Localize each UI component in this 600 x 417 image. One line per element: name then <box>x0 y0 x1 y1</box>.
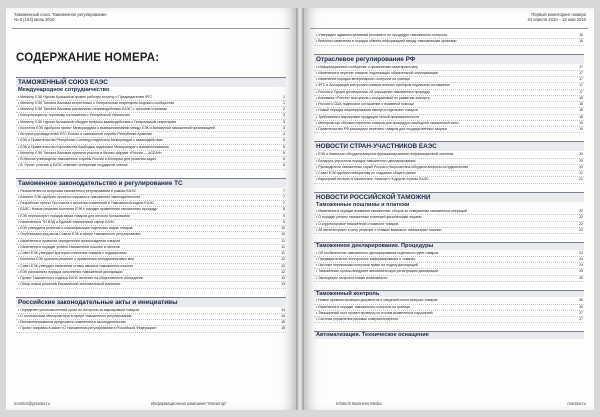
toc-entry-text: • Карьерный интерес в Казахстане: «экспорт» в другие страны ЕАЭС <box>316 177 429 182</box>
toc-title: СОДЕРЖАНИЕ НОМЕРА: <box>16 52 160 64</box>
toc-entry-page-number: 14 <box>281 313 285 318</box>
toc-entry-page-number: 19 <box>579 120 583 125</box>
toc-section <box>314 290 584 329</box>
toc-entry-page-number: 16 <box>579 33 583 37</box>
toc-item-list <box>314 33 584 46</box>
toc-entry-text: • Изменения в правилах определения происхождения товаров <box>18 238 120 243</box>
footer-brand: Infotech Business Media <box>336 401 382 406</box>
toc-entry-text: • О полномочиях Минпромторга в сфере таможенного регулирования <box>18 313 132 318</box>
toc-entry-page-number: 20 <box>579 164 583 169</box>
toc-entry-page-number: 23 <box>579 227 583 232</box>
footer-site: monitor.ru <box>567 401 586 406</box>
toc-entry-page-number: 27 <box>579 317 583 321</box>
toc-entry-text: • О порядке уплаты таможенных платежей физическими лицами <box>316 215 422 220</box>
header-line: № 6 (153) июнь 2010 <box>14 17 55 22</box>
toc-entry-text: • Министр ЕЭК Татьяна Валовая рассказала о взаимодействии ЕАЭС с третьими странами <box>18 107 167 111</box>
toc-entry-page-number: 25 <box>579 269 583 274</box>
toc-entry-text: • Руководители таможенных служб России и Кыргызстана обсудили вопросы сотрудничества <box>316 164 469 169</box>
section-heading: Отраслевое регулирование РФ <box>314 54 584 64</box>
header-line: Первый мониторинг номера <box>531 12 586 17</box>
toc-entry-page-number: 22 <box>579 209 583 213</box>
toc-entry-page-number: 24 <box>579 263 583 267</box>
book-gutter <box>296 8 304 410</box>
toc-entry-page-number: 1 <box>283 94 285 99</box>
toc-entry-text: • Правительство РФ расширило перечень товаров для государственных закупок <box>316 127 448 131</box>
toc-entry-text: • Предварительное электронное информирование о товарах <box>316 256 416 261</box>
toc-entry-page-number: 24 <box>579 256 583 261</box>
toc-entry-page-number: 18 <box>579 102 583 106</box>
toc-entry-text: • Изменение порядка ветеринарного контроля на границе <box>316 77 411 81</box>
left-page-header <box>14 12 107 22</box>
toc-entry-text: • Система управления рисками совершенствуется <box>316 317 398 321</box>
toc-entry-text: • ЕЭК пересмотрит порядок ввоза товаров для личного пользования <box>18 213 130 218</box>
section-spacer <box>16 333 286 338</box>
toc-entry-text: • Утвержден административный регламент по процедуре таможенного контроля <box>316 33 448 37</box>
toc-entry-text: • Консультации по торговому соглашению с Республикой Узбекистан <box>18 113 130 118</box>
toc-entry[interactable] <box>16 326 286 332</box>
toc-entry-text: • ЕАЭС: Новые решения Коллегии ЕЭК о порядке применения таможенных процедур <box>18 207 158 212</box>
toc-entry-page-number: 17 <box>579 64 583 69</box>
toc-entry-text: • Изменения в ТН ВЭД и Единый таможенный тариф ЕАЭС <box>18 219 115 224</box>
toc-entry-page-number: 12 <box>281 263 285 268</box>
toc-entry-text: • 28 июня вступает в силу решение о ставках вывозных таможенных пошлин <box>316 227 442 232</box>
toc-entry-text: • Проект Таможенного кодекса ЕАЭС вынесен на общественное обсуждение <box>18 276 144 280</box>
toc-entry-text: • Изменения в порядке таможенного контроля на границе <box>316 304 410 309</box>
section-heading: НОВОСТИ СТРАН-УЧАСТНИКОВ ЕАЭС <box>314 141 584 151</box>
toc-entry-text: • Россия и США подписали соглашение о взаимной помощи <box>316 102 414 106</box>
toc-item-list <box>314 251 584 282</box>
toc-entry[interactable] <box>314 39 584 45</box>
toc-entry-page-number: 15 <box>281 326 285 331</box>
toc-entry-page-number: 12 <box>281 257 285 262</box>
toc-entry[interactable] <box>16 282 286 288</box>
section-subheading: Таможенные пошлины и платежи <box>316 201 410 208</box>
toc-entry-page-number: 11 <box>281 244 285 249</box>
toc-entry-text: • Министр ЕЭК Татьяна Валовая встретилась с Генеральным секретарем Андского сообщества <box>18 100 174 105</box>
section-heading: Российские законодательные акты и инициативы <box>16 297 286 307</box>
section-subheading: Автоматизация. Техническое оснащение <box>314 331 584 339</box>
toc-entry-page-number: 21 <box>579 177 583 182</box>
toc-entry-page-number: 26 <box>579 298 583 303</box>
toc-entry[interactable] <box>314 228 584 234</box>
toc-entry-page-number: 15 <box>281 320 285 324</box>
toc-entry-page-number: 25 <box>579 275 583 280</box>
toc-entry-text: • ФТС и Ассоциация контрольно-измерительных приборов подписали соглашение <box>316 83 451 88</box>
toc-entry-page-number: 9 <box>283 213 285 218</box>
toc-entry-text: • Новые правила проверки документов и сведений после выпуска товаров <box>316 298 438 303</box>
toc-entry-text: • Частные перевозчики получили право на подачу деклараций <box>316 263 418 267</box>
section-spacer <box>314 133 584 138</box>
toc-entry-text: • Минэкономразвития предложило изменения в законодательство <box>18 320 126 324</box>
toc-entry-page-number: 4 <box>283 132 285 136</box>
toc-entry-page-number: 8 <box>283 207 285 212</box>
toc-entry-page-number: 11 <box>281 238 285 243</box>
toc-entry-text: • ЕЭК и Правительство Республики Сингапур подписали Меморандум о взаимодействии <box>18 138 163 143</box>
toc-entry-text: • Министр ЕЭК Татьяна Валовая приняла участие в бизнес-форуме «Россия — АСЕАН» <box>18 150 163 155</box>
toc-section <box>314 141 584 188</box>
toc-entry-page-number: 10 <box>281 232 285 237</box>
toc-entry-page-number: 7 <box>283 188 285 193</box>
toc-entry-text: • Требования к маркировке продукции легкой промышленности <box>316 114 420 119</box>
toc-entry[interactable] <box>314 127 584 133</box>
toc-entry-text: • Новый порядок лицензирования импорта отдельных товаров <box>316 108 418 113</box>
section-spacer <box>314 184 584 189</box>
toc-item-list <box>314 209 584 234</box>
toc-entry-text: • Опубликован ряд актов Совета ЕЭК в сфере таможенного регулирования <box>18 232 141 237</box>
toc-entry-text: • Коллегия ЕЭК одобрила проект Меморандума о взаимопонимании между ЕЭК и Всемирной таможенной организацией <box>18 125 215 130</box>
toc-entry-text: • Изменения в перечне товаров, подлежащих обязательной сертификации <box>316 70 438 75</box>
toc-entry-text: • Совет ЕЭК утвердил критерии отнесения товаров к подакцизным <box>18 251 127 255</box>
toc-entry-page-number: 5 <box>283 150 285 155</box>
toc-entry-page-number: 2 <box>283 107 285 111</box>
toc-entry-text: • Министр ЕЭК Нурлан Кульжанов обсудил вопросы взаимодействия с Генеральным секретарем <box>18 119 176 124</box>
toc-entry-page-number: 7 <box>283 201 285 205</box>
toc-item-list <box>314 65 584 134</box>
toc-section <box>314 192 584 240</box>
toc-entry-text: • Россия и Турция договорились об упрощении таможенных процедур <box>316 89 430 94</box>
toc-entry-page-number: 6 <box>283 163 285 168</box>
toc-entry-text: • В. Путин: участие в ЕАЭС отвечает интересам государств-членов <box>18 163 128 168</box>
toc-entry-page-number: 18 <box>579 108 583 113</box>
toc-item-list <box>314 152 584 183</box>
toc-entry-page-number: 18 <box>579 95 583 100</box>
toc-entry-page-number: 4 <box>283 125 285 130</box>
toc-section <box>314 242 584 287</box>
toc-entry-page-number: 7 <box>283 194 285 199</box>
right-toc-content <box>314 32 584 345</box>
toc-entry-text: • ЕЭК и Правительство Королевства Камбоджа подписали Меморандум о взаимопонимании <box>18 144 169 149</box>
toc-entry-page-number: 5 <box>283 144 285 149</box>
toc-entry-page-number: 19 <box>579 127 583 131</box>
toc-entry-text: • Минпромторг обновил перечень товаров для процедуры свободной таможенной зоны <box>316 120 459 125</box>
toc-entry-text: • Внесены изменения в порядок обмена информацией между таможенными органами <box>316 39 457 44</box>
toc-entry-page-number: 10 <box>281 226 285 230</box>
toc-entry-text: • Компания «Ростех» выступила с инициативой по развитию экспорта <box>316 95 430 100</box>
toc-entry-text: • Беларусь упростила порядок таможенного декларирования <box>316 158 416 163</box>
toc-entry-text: • Таможенный пост провел проверку по итогам выявленных нарушений <box>316 310 433 315</box>
toc-entry-page-number: 22 <box>579 221 583 226</box>
toc-section <box>16 178 286 294</box>
toc-entry[interactable] <box>314 276 584 282</box>
toc-entry-text: • Разработан проект Протокола о внесении изменений в Таможенный кодекс ЕАЭС <box>18 201 155 205</box>
toc-entry-text: • Таможенные органы внедряют автоматическую регистрацию деклараций <box>316 269 438 274</box>
toc-entry-text: • ЕЭК утвердила решения о классификации отдельных видов товаров <box>18 226 133 230</box>
toc-entry[interactable] <box>314 177 584 183</box>
toc-entry-page-number: 27 <box>579 310 583 315</box>
section-spacer <box>16 170 286 175</box>
section-spacer <box>16 289 286 294</box>
toc-entry-page-number: 26 <box>579 304 583 309</box>
section-spacer <box>314 234 584 239</box>
toc-entry-page-number: 17 <box>579 77 583 81</box>
toc-entry-page-number: 22 <box>579 215 583 220</box>
toc-entry-text: • Проект поправок в закон «О таможенном регулировании в Российской Федерации» <box>18 326 157 331</box>
section-spacer <box>314 46 584 51</box>
toc-entry-page-number: 13 <box>281 282 285 287</box>
toc-entry-text: • Изменения в порядке уплаты таможенных пошлин и налогов <box>18 244 120 249</box>
toc-entry-text: • Информационное сообщение о применении санитарных мер <box>316 64 418 69</box>
header-rule <box>310 28 588 29</box>
toc-entry-page-number: 14 <box>281 307 285 312</box>
toc-entry-text: • ЕЭК и Казахстан обсудили вопросы функционирования информационной системы <box>316 152 454 157</box>
toc-item-list <box>16 308 286 333</box>
toc-entry[interactable] <box>16 163 286 169</box>
toc-entry-page-number: 5 <box>283 138 285 143</box>
section-subheading: Таможенный контроль <box>314 290 584 298</box>
toc-item-list <box>16 95 286 170</box>
toc-entry-text: • Совет ЕЭК одобрил инициативу по созданию общего рынка <box>316 171 416 175</box>
toc-entry-page-number: 20 <box>579 152 583 157</box>
toc-entry-page-number: 18 <box>579 114 583 119</box>
toc-entry-page-number: 17 <box>579 83 583 88</box>
section-subheading: Таможенное декларирование. Процедуры <box>314 242 584 250</box>
toc-item-list <box>314 298 584 323</box>
toc-entry-page-number: 12 <box>281 269 285 274</box>
toc-section <box>314 54 584 139</box>
toc-entry-page-number: 16 <box>579 39 583 44</box>
toc-entry-text: • ЕЭК разъяснила порядок заполнения таможенной декларации <box>18 269 123 274</box>
section-heading: Таможенное законодательство и регулирование ТС <box>16 178 286 188</box>
toc-section <box>16 297 286 338</box>
toc-entry-text: • О корректировке таможенной стоимости товаров <box>316 221 399 226</box>
toc-entry-page-number: 9 <box>283 219 285 224</box>
toc-entry-page-number: 6 <box>283 157 285 161</box>
toc-entry[interactable] <box>314 317 584 323</box>
section-heading: ТАМОЖЕННЫЙ СОЮЗ ЕАЭС <box>16 77 286 87</box>
toc-entry-text: • Экспортеры получили новые возможности <box>316 275 388 280</box>
toc-entry-page-number: 20 <box>579 158 583 163</box>
right-page <box>304 8 594 410</box>
toc-entry-page-number: 11 <box>281 251 285 255</box>
toc-entry-text: • В Минске утверждены таможенные службы России и Беларуси для решения задач <box>18 157 156 161</box>
toc-entry-page-number: 17 <box>579 70 583 75</box>
toc-section <box>314 33 584 51</box>
toc-entry-text: • Встреча руководителей ФТС России и таможенной службы Республики Армения <box>18 132 152 136</box>
toc-entry-page-number: 13 <box>281 276 285 280</box>
toc-entry-text: • Совет ЕЭК утвердил изменения ставок ввозных таможенных пошлин <box>18 263 133 268</box>
footer-email: monitor@prioder.ru <box>14 401 50 406</box>
toc-entry-text: • Комитет ЕЭК одобрил проекты поправок в таможенное законодательство <box>18 194 141 199</box>
toc-entry-page-number: 24 <box>579 250 583 255</box>
toc-entry-page-number: 1 <box>283 100 285 105</box>
toc-entry-text: • Определен уполномоченный орган по контролю за маркировкой товаров <box>18 307 139 312</box>
footer-publisher: Информационная компания "Монитор" <box>151 401 227 406</box>
left-toc-content <box>16 74 286 338</box>
toc-entry-page-number: 17 <box>579 89 583 94</box>
section-spacer <box>314 340 584 345</box>
toc-section <box>314 331 584 345</box>
section-spacer <box>314 323 584 328</box>
toc-entry-text: • Разъяснения по вопросам таможенного регулирования в рамках ЕАЭС <box>18 188 137 193</box>
right-page-header <box>527 12 586 22</box>
toc-entry-text: • Коллегия ЕЭК приняла решение о применении антидемпинговых мер <box>18 257 135 262</box>
toc-item-list <box>16 189 286 289</box>
header-line: 24 апреля 2010 – 22 мая 2010 <box>527 17 586 22</box>
toc-entry-text: • Изменения в порядке взимания таможенных сборов за совершение таможенных операций <box>316 209 467 213</box>
toc-entry-text: • Обзор новых решений Евразийской экономической комиссии <box>18 282 121 287</box>
toc-entry-text: • Об особенностях таможенного декларирования отдельных групп товаров <box>316 250 439 255</box>
header-line: Таможенный союз. Таможенное регулирование <box>14 12 107 17</box>
toc-entry-text: • Министр ЕЭК Нурлан Кульжанов провел рабочую встречу с Председателем ФТС <box>18 94 153 99</box>
toc-entry-page-number: 3 <box>283 119 285 124</box>
toc-section <box>16 77 286 175</box>
left-page <box>6 8 296 410</box>
section-spacer <box>314 282 584 287</box>
header-rule <box>12 28 290 29</box>
toc-entry-page-number: 3 <box>283 113 285 118</box>
section-subheading: Международное сотрудничество <box>18 87 110 93</box>
section-heading: НОВОСТИ РОССИЙСКОЙ ТАМОЖНИ <box>314 192 584 202</box>
toc-entry-page-number: 21 <box>579 171 583 175</box>
